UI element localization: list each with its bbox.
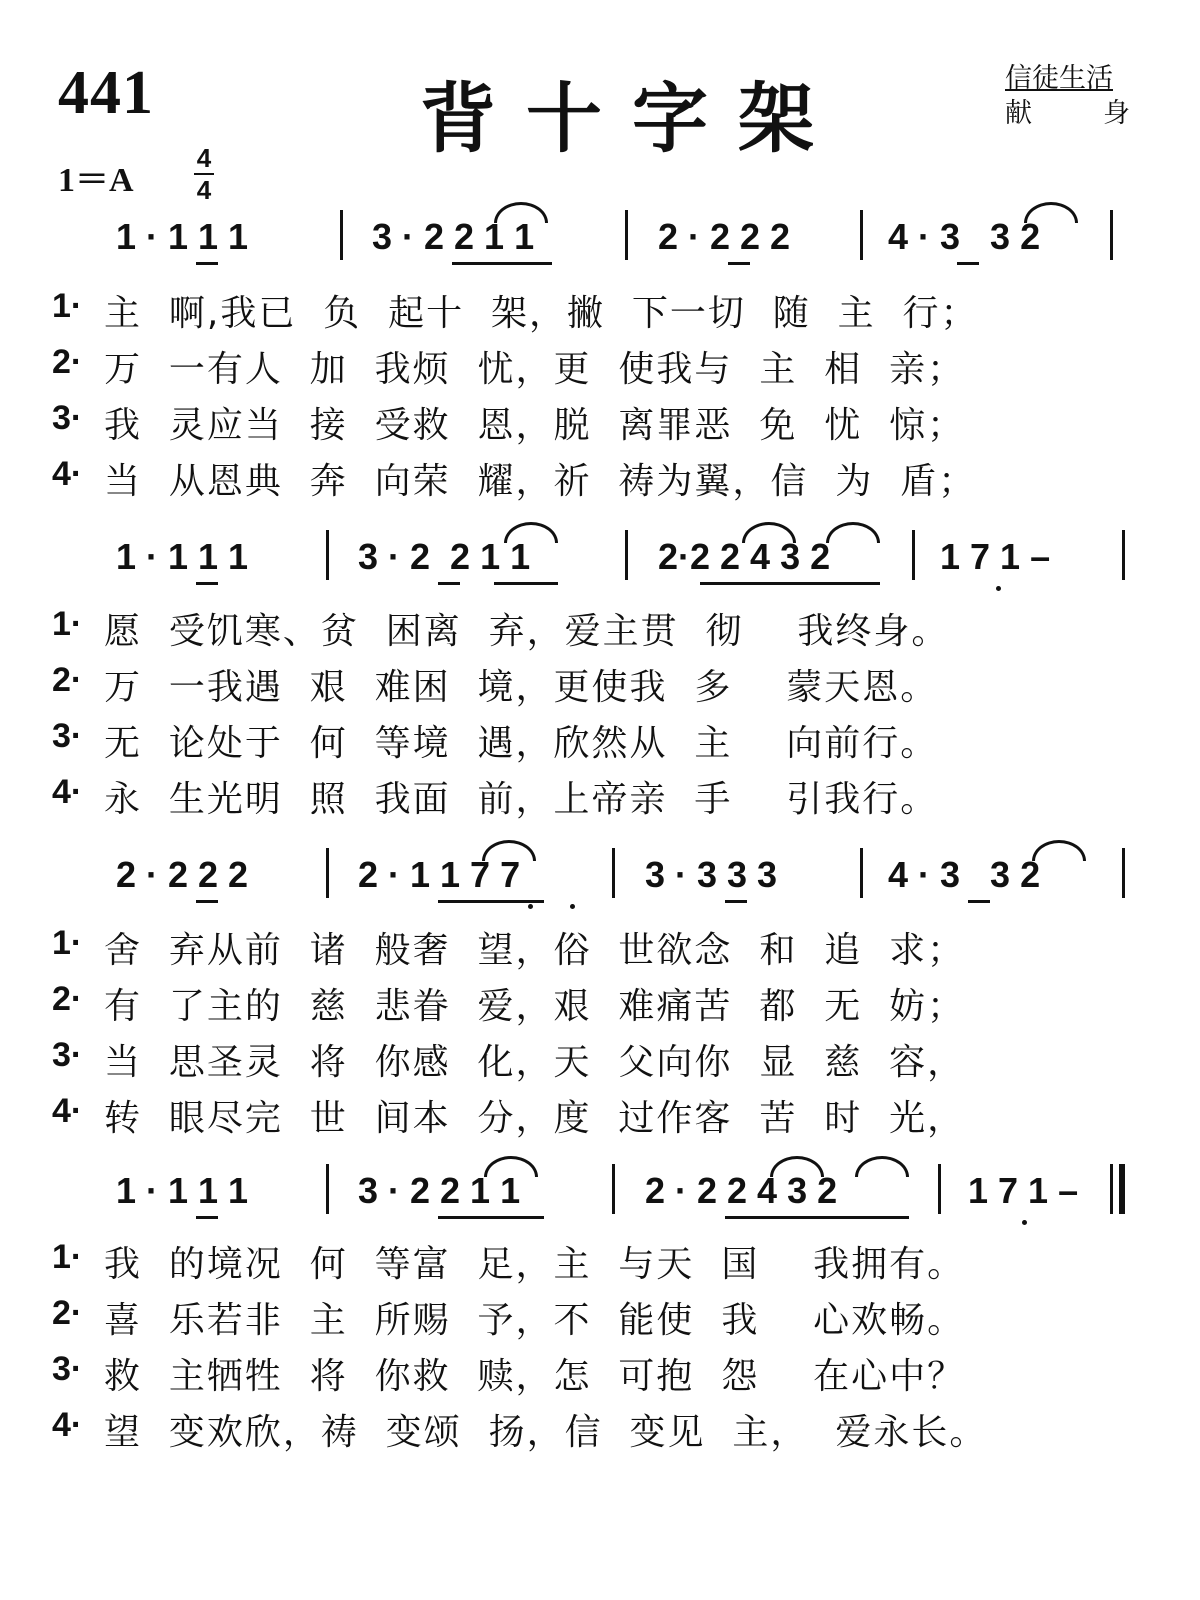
barline (1110, 210, 1113, 260)
lyric-line (52, 1290, 1152, 1340)
measure: 3 · 2 2 1 1 (372, 216, 535, 257)
verse-number: 3· (52, 1036, 83, 1074)
slur (484, 1156, 538, 1177)
lyric-text: 转 眼尽完 世 间本 分，度 过作客 苦 时 光， (104, 1098, 966, 1139)
barline (1110, 1164, 1113, 1214)
lyric-line (52, 657, 1152, 707)
barline (612, 848, 615, 898)
slur (494, 202, 548, 223)
eighth-underline (196, 1216, 218, 1219)
lyric-line (52, 339, 1152, 389)
final-barline (1119, 1164, 1125, 1214)
eighth-underline (438, 1216, 544, 1219)
eighth-underline (968, 900, 990, 903)
measure: 3 · 3 3 3 (645, 854, 778, 895)
lyric-text: 我 的境况 何 等富 足，主 与天 国 我拥有。 (104, 1244, 966, 1285)
measure: 2 · 1 1 7 7 (358, 854, 521, 895)
low-octave-dot (996, 586, 1001, 591)
lyric-text: 有 了主的 慈 悲眷 爱，艰 难痛苦 都 无 妨； (104, 986, 966, 1027)
lyric-line (52, 451, 1152, 501)
subcategory-right: 身 (1103, 98, 1130, 129)
slur (482, 840, 536, 861)
measure: 4 · 3 3 2 (888, 216, 1041, 257)
eighth-underline (725, 900, 747, 903)
measure: 4 · 3 3 2 (888, 854, 1041, 895)
eighth-underline (957, 262, 979, 265)
hymn-number: 441 (58, 59, 154, 127)
eighth-underline (725, 1216, 909, 1219)
measure: 1 · 1 1 1 (116, 1170, 249, 1211)
slur (855, 1156, 909, 1177)
verse-number: 4· (52, 1092, 83, 1130)
barline (625, 530, 628, 580)
lyric-line (52, 395, 1152, 445)
verse-number: 1· (52, 1238, 83, 1276)
key-signature: 1＝A (58, 162, 134, 199)
subcategory-label (1005, 99, 1130, 129)
verse-number: 2· (52, 1294, 83, 1332)
low-octave-dot (1022, 1220, 1027, 1225)
lyric-text: 喜 乐若非 主 所赐 予，不 能使 我 心欢畅。 (104, 1300, 966, 1341)
slur (826, 522, 880, 543)
lyric-line (52, 1346, 1152, 1396)
barline (1122, 530, 1125, 580)
lyric-line (52, 1088, 1152, 1138)
barline (860, 848, 863, 898)
eighth-underline (196, 900, 218, 903)
verse-number: 3· (52, 399, 83, 437)
barline (1122, 848, 1125, 898)
measure: 1 · 1 1 1 (116, 536, 249, 577)
lyric-text: 愿 受饥寒、贫 困离 弃，爱主贯 彻 我终身。 (104, 611, 950, 652)
lyric-text: 救 主牺牲 将 你救 赎，怎 可抱 怨 在心中？ (104, 1356, 966, 1397)
barline (612, 1164, 615, 1214)
verse-number: 3· (52, 717, 83, 755)
slur (504, 522, 558, 543)
eighth-underline (196, 582, 218, 585)
measure: 3 · 2 2 1 1 (358, 536, 531, 577)
category-label: 信徒生活 (1005, 63, 1113, 94)
lyric-text: 永 生光明 照 我面 前，上帝亲 手 引我行。 (104, 779, 939, 820)
eighth-underline (196, 262, 218, 265)
verse-number: 4· (52, 455, 83, 493)
notation-row-3 (0, 840, 1200, 910)
barline (912, 530, 915, 580)
time-signature-bottom: 4 (196, 175, 212, 205)
eighth-underline (728, 262, 750, 265)
barline (326, 848, 329, 898)
measure: 2 · 2 2 2 (116, 854, 249, 895)
lyric-text: 望 变欢欣，祷 变颂 扬，信 变见 主， 爱永长。 (104, 1412, 988, 1453)
barline (326, 1164, 329, 1214)
measure: 1 · 1 1 1 (116, 216, 249, 257)
lyric-text: 我 灵应当 接 受救 恩，脱 离罪恶 免 忧 惊； (104, 405, 966, 446)
page-title: 背十字架 (420, 74, 844, 163)
slur (1032, 840, 1086, 861)
measure: 2 · 2 2 2 (658, 216, 791, 257)
lyric-line (52, 601, 1152, 651)
measure: 2·2 2 4 3 2 (658, 536, 831, 577)
verse-number: 2· (52, 661, 83, 699)
lyric-line (52, 1402, 1152, 1452)
verse-number: 2· (52, 343, 83, 381)
verse-number: 4· (52, 1406, 83, 1444)
lyric-line (52, 920, 1152, 970)
lyric-line (52, 713, 1152, 763)
lyric-text: 万 一我遇 艰 难困 境，更使我 多 蒙天恩。 (104, 667, 939, 708)
lyric-text: 无 论处于 何 等境 遇，欣然从 主 向前行。 (104, 723, 939, 764)
notation-row-2 (0, 522, 1200, 592)
verse-number: 4· (52, 773, 83, 811)
lyric-line (52, 283, 1152, 333)
eighth-underline (438, 900, 544, 903)
measure: 3 · 2 2 1 1 (358, 1170, 521, 1211)
verse-number: 1· (52, 287, 83, 325)
eighth-underline (452, 262, 552, 265)
verse-number: 3· (52, 1350, 83, 1388)
eighth-underline (494, 582, 558, 585)
barline (938, 1164, 941, 1214)
verse-number: 2· (52, 980, 83, 1018)
barline (340, 210, 343, 260)
slur (1024, 202, 1078, 223)
lyric-text: 舍 弃从前 诸 般奢 望，俗 世欲念 和 追 求； (104, 930, 966, 971)
lyric-text: 主 啊,我已 负 起十 架，撇 下一切 随 主 行； (104, 293, 979, 334)
notation-row-1 (0, 202, 1200, 272)
measure: 2 · 2 2 4 3 2 (645, 1170, 838, 1211)
lyric-text: 当 思圣灵 将 你感 化，天 父向你 显 慈 容， (104, 1042, 966, 1083)
lyric-line (52, 976, 1152, 1026)
verse-number: 1· (52, 924, 83, 962)
lyric-line (52, 1032, 1152, 1082)
slur (742, 522, 796, 543)
time-signature-top: 4 (196, 143, 212, 173)
measure: 1 7 1 – (940, 536, 1051, 577)
barline (860, 210, 863, 260)
subcategory-left: 献 (1005, 98, 1032, 129)
lyric-text: 当 从恩典 奔 向荣 耀，祈 祷为翼，信 为 盾； (104, 461, 977, 502)
verse-number: 1· (52, 605, 83, 643)
lyric-text: 万 一有人 加 我烦 忧，更 使我与 主 相 亲； (104, 349, 966, 390)
eighth-underline (700, 582, 880, 585)
measure: 1 7 1 – (968, 1170, 1079, 1211)
barline (326, 530, 329, 580)
time-signature (194, 143, 214, 205)
low-octave-dot (570, 904, 575, 909)
lyric-line (52, 1234, 1152, 1284)
barline (625, 210, 628, 260)
eighth-underline (438, 582, 460, 585)
low-octave-dot (528, 904, 533, 909)
slur (770, 1156, 824, 1177)
lyric-line (52, 769, 1152, 819)
notation-row-4 (0, 1156, 1200, 1226)
